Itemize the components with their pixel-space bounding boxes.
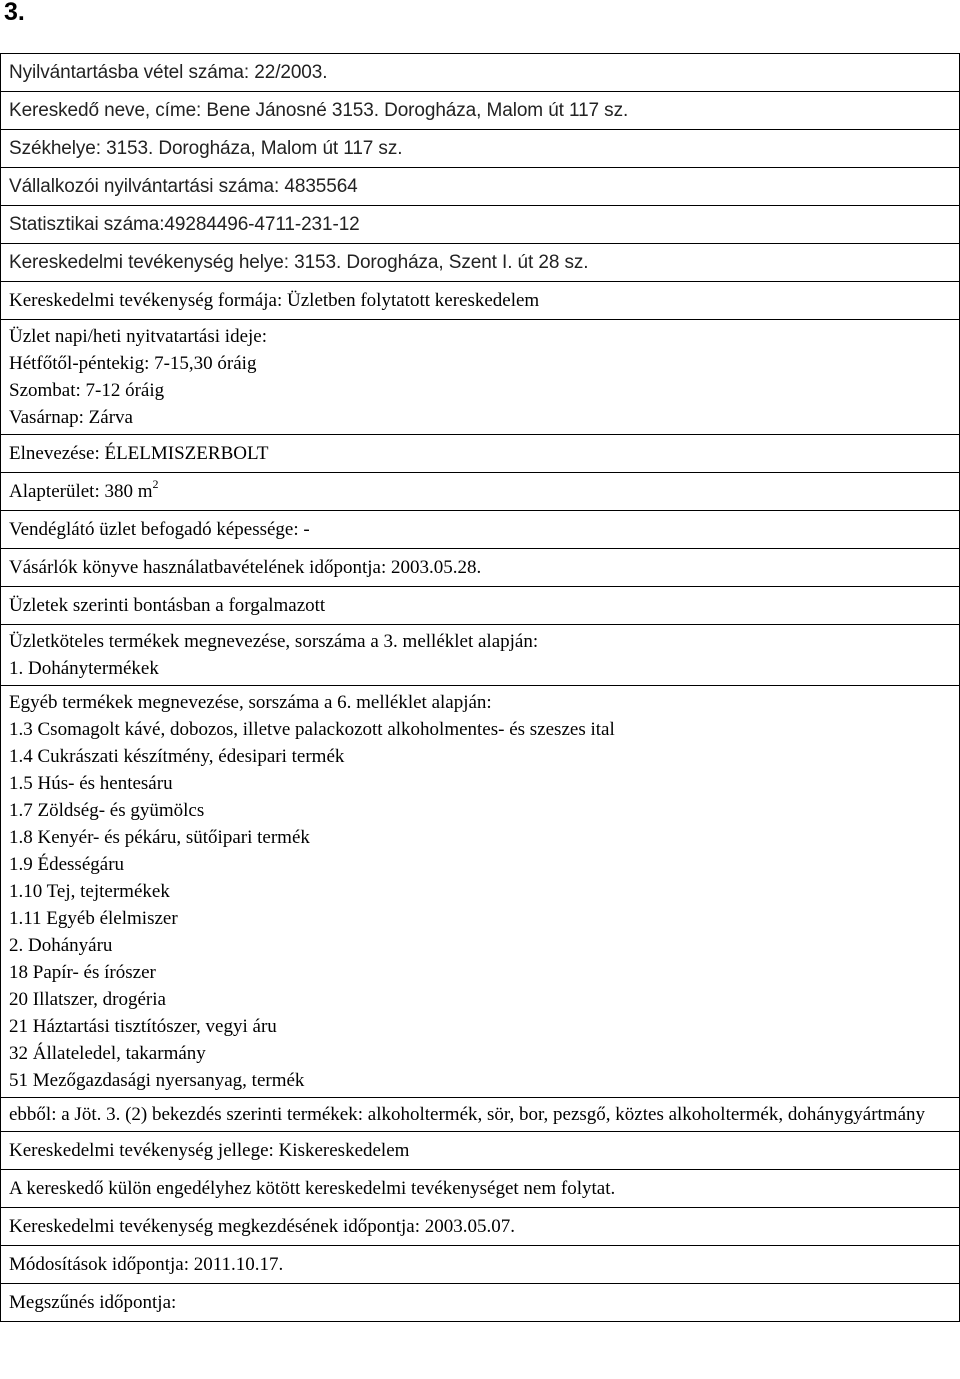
table-row xyxy=(1,1208,960,1246)
statistical-number: Statisztikai száma:49284496-4711-231-12 xyxy=(1,206,960,244)
termination-date: Megszűnés időpontja: xyxy=(1,1284,960,1322)
modification-date: Módosítások időpontja: 2011.10.17. xyxy=(1,1246,960,1284)
table-row xyxy=(1,549,960,587)
opening-hours-weekdays: Hétfőtől-péntekig: 7-15,30 óráig xyxy=(9,353,257,374)
table-row xyxy=(1,1284,960,1322)
seating-capacity: Vendéglátó üzlet befogadó képessége: - xyxy=(1,511,960,549)
list-item: 1.9 Édességáru xyxy=(9,854,125,875)
list-item: 20 Illatszer, drogéria xyxy=(9,989,166,1010)
list-item: 51 Mezőgazdasági nyersanyag, termék xyxy=(9,1070,305,1091)
table-row xyxy=(1,625,960,686)
list-item: 1.10 Tej, tejtermékek xyxy=(9,881,170,902)
list-item: 1.11 Egyéb élelmiszer xyxy=(9,908,178,929)
store-bound-products-title: Üzletköteles termékek megnevezése, sorszáma a 3. melléklet alapján: xyxy=(9,631,539,652)
table-row xyxy=(1,54,960,92)
opening-hours-sunday: Vasárnap: Zárva xyxy=(9,407,133,428)
table-row xyxy=(1,206,960,244)
table-row xyxy=(1,282,960,320)
opening-hours-saturday: Szombat: 7-12 óráig xyxy=(9,380,165,401)
activity-form: Kereskedelmi tevékenység formája: Üzletben folytatott kereskedelem xyxy=(1,282,960,320)
other-products-title: Egyéb termékek megnevezése, sorszáma a 6. melléklet alapján: xyxy=(9,692,492,713)
table-row xyxy=(1,686,960,1098)
list-item: 1.3 Csomagolt kávé, dobozos, illetve palackozott alkoholmentes- és szeszes ital xyxy=(9,719,615,740)
table-row xyxy=(1,1246,960,1284)
opening-hours-title: Üzlet napi/heti nyitvatartási ideje: xyxy=(9,326,267,347)
headquarters: Székhelye: 3153. Dorogháza, Malom út 117 sz. xyxy=(1,130,960,168)
registry-record-table xyxy=(0,53,960,1322)
table-row xyxy=(1,244,960,282)
floor-area-text: Alapterület: 380 m xyxy=(9,481,153,502)
list-item: 1.4 Cukrászati készítmény, édesipari termék xyxy=(9,746,345,767)
floor-area-unit-superscript: 2 xyxy=(152,476,159,491)
activity-location: Kereskedelmi tevékenység helye: 3153. Dorogháza, Szent I. út 28 sz. xyxy=(1,244,960,282)
store-bound-products xyxy=(1,625,960,686)
list-item: 1.7 Zöldség- és gyümölcs xyxy=(9,800,205,821)
shop-name: Elnevezése: ÉLELMISZERBOLT xyxy=(1,435,960,473)
trader-name-address: Kereskedő neve, címe: Bene Jánosné 3153. Dorogháza, Malom út 117 sz. xyxy=(1,92,960,130)
table-row xyxy=(1,168,960,206)
table-row xyxy=(1,1132,960,1170)
other-products xyxy=(1,686,960,1098)
start-date: Kereskedelmi tevékenység megkezdésének időpontja: 2003.05.07. xyxy=(1,1208,960,1246)
list-item: 18 Papír- és írószer xyxy=(9,962,156,983)
table-row xyxy=(1,511,960,549)
table-row xyxy=(1,473,960,511)
table-row xyxy=(1,92,960,130)
table-row xyxy=(1,1170,960,1208)
table-row xyxy=(1,587,960,625)
excise-products-text: ebből: a Jöt. 3. (2) bekezdés szerinti termékek: alkoholtermék, sör, bor, pezsgő, köztes alkoholtermék, dohánygyártmány xyxy=(9,1104,926,1125)
list-item: 32 Állateledel, takarmány xyxy=(9,1043,206,1064)
entrepreneur-registry-number: Vállalkozói nyilvántartási száma: 4835564 xyxy=(1,168,960,206)
table-row xyxy=(1,435,960,473)
list-item: 1. Dohánytermékek xyxy=(9,658,159,679)
table-row xyxy=(1,130,960,168)
permit-statement: A kereskedő külön engedélyhez kötött kereskedelmi tevékenységet nem folytat. xyxy=(1,1170,960,1208)
list-item: 1.8 Kenyér- és pékáru, sütőipari termék xyxy=(9,827,310,848)
registration-number: Nyilvántartásba vétel száma: 22/2003. xyxy=(1,54,960,92)
activity-nature: Kereskedelmi tevékenység jellege: Kiskereskedelem xyxy=(1,1132,960,1170)
table-row xyxy=(1,320,960,435)
customer-book-date: Vásárlók könyve használatbavételének időpontja: 2003.05.28. xyxy=(1,549,960,587)
list-item: 21 Háztartási tisztítószer, vegyi áru xyxy=(9,1016,277,1037)
floor-area xyxy=(1,473,960,511)
breakdown-heading: Üzletek szerinti bontásban a forgalmazott xyxy=(1,587,960,625)
list-item: 2. Dohányáru xyxy=(9,935,113,956)
page-number: 3. xyxy=(4,0,25,26)
table-row xyxy=(1,1098,960,1132)
list-item: 1.5 Hús- és hentesáru xyxy=(9,773,173,794)
opening-hours xyxy=(1,320,960,435)
excise-products xyxy=(1,1098,960,1132)
